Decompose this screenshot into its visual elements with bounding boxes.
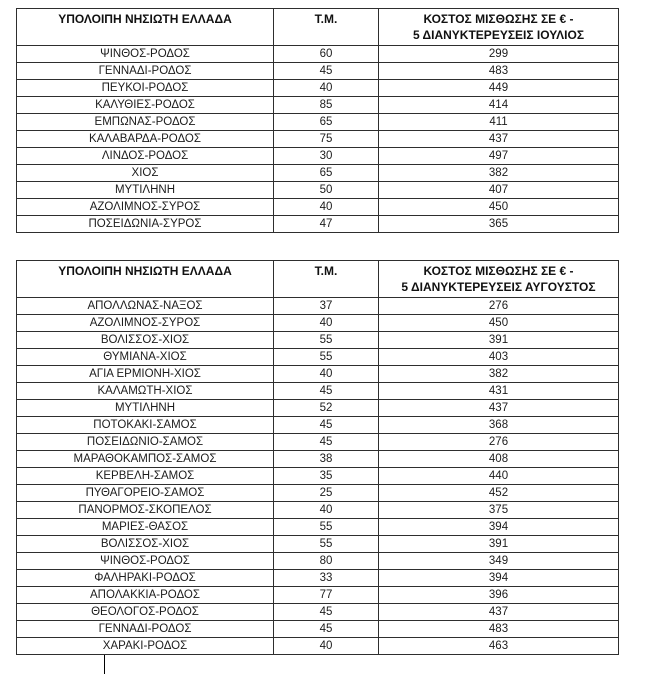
sqm-cell: 40	[274, 315, 379, 332]
cost-column-header	[379, 261, 619, 298]
table-row	[17, 298, 619, 315]
cost-column-header	[379, 9, 619, 46]
sqm-cell: 65	[274, 165, 379, 182]
table-row	[17, 587, 619, 604]
table-row	[17, 638, 619, 655]
cost-cell: 382	[379, 366, 619, 383]
cost-cell: 368	[379, 417, 619, 434]
cost-header-line2: 5 ΔΙΑΝΥΚΤΕΡΕΥΣΕΙΣ ΑΥΓΟΥΣΤΟΣ	[401, 280, 596, 294]
sqm-cell: 55	[274, 349, 379, 366]
location-cell: ΑΠΟΛΑΚΚΙΑ-ΡΟΔΟΣ	[17, 587, 274, 604]
location-column-header: ΥΠΟΛΟΙΠΗ ΝΗΣΙΩΤΗ ΕΛΛΑΔΑ	[17, 261, 274, 298]
location-cell: ΜΥΤΙΛΗΝΗ	[17, 182, 274, 199]
cost-cell: 407	[379, 182, 619, 199]
table-header-row	[17, 261, 619, 298]
sqm-cell: 50	[274, 182, 379, 199]
cost-cell: 396	[379, 587, 619, 604]
table-row	[17, 383, 619, 400]
location-cell: ΚΑΛΑΜΩΤΗ-ΧΙΟΣ	[17, 383, 274, 400]
location-cell: ΦΑΛΗΡΑΚΙ-ΡΟΔΟΣ	[17, 570, 274, 587]
table-body-august	[17, 298, 619, 655]
sqm-cell: 80	[274, 553, 379, 570]
cost-cell: 450	[379, 199, 619, 216]
sqm-cell: 55	[274, 519, 379, 536]
table-row	[17, 604, 619, 621]
sqm-cell: 47	[274, 216, 379, 233]
table-row	[17, 553, 619, 570]
cost-cell: 411	[379, 114, 619, 131]
table-row	[17, 165, 619, 182]
location-cell: ΒΟΛΙΣΣΟΣ-ΧΙΟΣ	[17, 536, 274, 553]
table-body-july	[17, 46, 619, 233]
location-cell: ΜΑΡΙΕΣ-ΘΑΣΟΣ	[17, 519, 274, 536]
cost-cell: 497	[379, 148, 619, 165]
table-row	[17, 536, 619, 553]
table-row	[17, 519, 619, 536]
table-row	[17, 46, 619, 63]
location-cell: ΑΖΟΛΙΜΝΟΣ-ΣΥΡΟΣ	[17, 315, 274, 332]
table-row	[17, 148, 619, 165]
table-row	[17, 434, 619, 451]
location-cell: ΚΕΡΒΕΛΗ-ΣΑΜΟΣ	[17, 468, 274, 485]
cost-cell: 349	[379, 553, 619, 570]
sqm-cell: 30	[274, 148, 379, 165]
location-cell: ΠΟΤΟΚΑΚΙ-ΣΑΜΟΣ	[17, 417, 274, 434]
cost-cell: 394	[379, 570, 619, 587]
sqm-column-header: Τ.Μ.	[274, 261, 379, 298]
cost-cell: 449	[379, 80, 619, 97]
sqm-cell: 45	[274, 621, 379, 638]
table-row	[17, 502, 619, 519]
rental-cost-table-july	[16, 8, 619, 233]
cost-cell: 440	[379, 468, 619, 485]
cost-cell: 483	[379, 621, 619, 638]
location-cell: ΑΖΟΛΙΜΝΟΣ-ΣΥΡΟΣ	[17, 199, 274, 216]
location-column-header: ΥΠΟΛΟΙΠΗ ΝΗΣΙΩΤΗ ΕΛΛΑΔΑ	[17, 9, 274, 46]
table-row	[17, 485, 619, 502]
sqm-cell: 35	[274, 468, 379, 485]
location-cell: ΠΟΣΕΙΔΩΝΙΑ-ΣΥΡΟΣ	[17, 216, 274, 233]
cost-cell: 414	[379, 97, 619, 114]
location-cell: ΠΟΣΕΙΔΩΝΙΟ-ΣΑΜΟΣ	[17, 434, 274, 451]
sqm-cell: 37	[274, 298, 379, 315]
table-row	[17, 315, 619, 332]
sqm-cell: 40	[274, 638, 379, 655]
location-cell: ΑΠΟΛΛΩΝΑΣ-ΝΑΞΟΣ	[17, 298, 274, 315]
sqm-column-header: Τ.Μ.	[274, 9, 379, 46]
cost-cell: 299	[379, 46, 619, 63]
cost-cell: 391	[379, 332, 619, 349]
location-cell: ΑΓΙΑ ΕΡΜΙΟΝΗ-ΧΙΟΣ	[17, 366, 274, 383]
location-cell: ΘΥΜΙΑΝΑ-ΧΙΟΣ	[17, 349, 274, 366]
table-row	[17, 63, 619, 80]
cost-cell: 437	[379, 400, 619, 417]
rental-cost-table-august	[16, 260, 619, 655]
cost-cell: 437	[379, 131, 619, 148]
cost-header-line1: ΚΟΣΤΟΣ ΜΙΣΘΩΣΗΣ ΣΕ € -	[423, 264, 574, 278]
sqm-cell: 85	[274, 97, 379, 114]
location-cell: ΜΑΡΑΘΟΚΑΜΠΟΣ-ΣΑΜΟΣ	[17, 451, 274, 468]
cost-header-line1: ΚΟΣΤΟΣ ΜΙΣΘΩΣΗΣ ΣΕ € -	[423, 12, 574, 26]
sqm-cell: 45	[274, 417, 379, 434]
cost-header-line2: 5 ΔΙΑΝΥΚΤΕΡΕΥΣΕΙΣ ΙΟΥΛΙΟΣ	[412, 28, 585, 42]
text-cursor-caret	[104, 655, 105, 674]
sqm-cell: 45	[274, 604, 379, 621]
table-row	[17, 417, 619, 434]
sqm-cell: 75	[274, 131, 379, 148]
sqm-cell: 55	[274, 332, 379, 349]
location-cell: ΧΙΟΣ	[17, 165, 274, 182]
sqm-cell: 33	[274, 570, 379, 587]
cost-cell: 452	[379, 485, 619, 502]
table-row	[17, 468, 619, 485]
table-row	[17, 400, 619, 417]
cost-cell: 431	[379, 383, 619, 400]
cost-cell: 408	[379, 451, 619, 468]
sqm-cell: 55	[274, 536, 379, 553]
sqm-cell: 60	[274, 46, 379, 63]
cost-cell: 463	[379, 638, 619, 655]
sqm-cell: 38	[274, 451, 379, 468]
sqm-cell: 77	[274, 587, 379, 604]
sqm-cell: 45	[274, 63, 379, 80]
table-row	[17, 332, 619, 349]
cost-cell: 450	[379, 315, 619, 332]
cost-cell: 483	[379, 63, 619, 80]
sqm-cell: 45	[274, 383, 379, 400]
location-cell: ΠΕΥΚΟΙ-ΡΟΔΟΣ	[17, 80, 274, 97]
cost-cell: 365	[379, 216, 619, 233]
cost-cell: 382	[379, 165, 619, 182]
table-row	[17, 216, 619, 233]
sqm-cell: 65	[274, 114, 379, 131]
location-cell: ΠΑΝΟΡΜΟΣ-ΣΚΟΠΕΛΟΣ	[17, 502, 274, 519]
table-row	[17, 451, 619, 468]
location-cell: ΧΑΡΑΚΙ-ΡΟΔΟΣ	[17, 638, 274, 655]
location-cell: ΚΑΛΥΘΙΕΣ-ΡΟΔΟΣ	[17, 97, 274, 114]
location-cell: ΨΙΝΘΟΣ-ΡΟΔΟΣ	[17, 553, 274, 570]
cost-cell: 394	[379, 519, 619, 536]
table-row	[17, 131, 619, 148]
cost-cell: 391	[379, 536, 619, 553]
table-row	[17, 621, 619, 638]
location-cell: ΓΕΝΝΑΔΙ-ΡΟΔΟΣ	[17, 621, 274, 638]
location-cell: ΛΙΝΔΟΣ-ΡΟΔΟΣ	[17, 148, 274, 165]
table-row	[17, 182, 619, 199]
location-cell: ΓΕΝΝΑΔΙ-ΡΟΔΟΣ	[17, 63, 274, 80]
location-cell: ΕΜΠΩΝΑΣ-ΡΟΔΟΣ	[17, 114, 274, 131]
location-cell: ΠΥΘΑΓΟΡΕΙΟ-ΣΑΜΟΣ	[17, 485, 274, 502]
location-cell: ΜΥΤΙΛΗΝΗ	[17, 400, 274, 417]
cost-cell: 276	[379, 298, 619, 315]
location-cell: ΘΕΟΛΟΓΟΣ-ΡΟΔΟΣ	[17, 604, 274, 621]
table-row	[17, 97, 619, 114]
location-cell: ΚΑΛΑΒΑΡΔΑ-ΡΟΔΟΣ	[17, 131, 274, 148]
sqm-cell: 40	[274, 80, 379, 97]
sqm-cell: 45	[274, 434, 379, 451]
table-row	[17, 366, 619, 383]
sqm-cell: 52	[274, 400, 379, 417]
table-header-row	[17, 9, 619, 46]
cost-cell: 403	[379, 349, 619, 366]
sqm-cell: 25	[274, 485, 379, 502]
location-cell: ΨΙΝΘΟΣ-ΡΟΔΟΣ	[17, 46, 274, 63]
sqm-cell: 40	[274, 502, 379, 519]
location-cell: ΒΟΛΙΣΣΟΣ-ΧΙΟΣ	[17, 332, 274, 349]
cost-cell: 375	[379, 502, 619, 519]
table-row	[17, 80, 619, 97]
sqm-cell: 40	[274, 199, 379, 216]
table-row	[17, 114, 619, 131]
table-row	[17, 349, 619, 366]
table-row	[17, 570, 619, 587]
table-row	[17, 199, 619, 216]
sqm-cell: 40	[274, 366, 379, 383]
cost-cell: 276	[379, 434, 619, 451]
cost-cell: 437	[379, 604, 619, 621]
